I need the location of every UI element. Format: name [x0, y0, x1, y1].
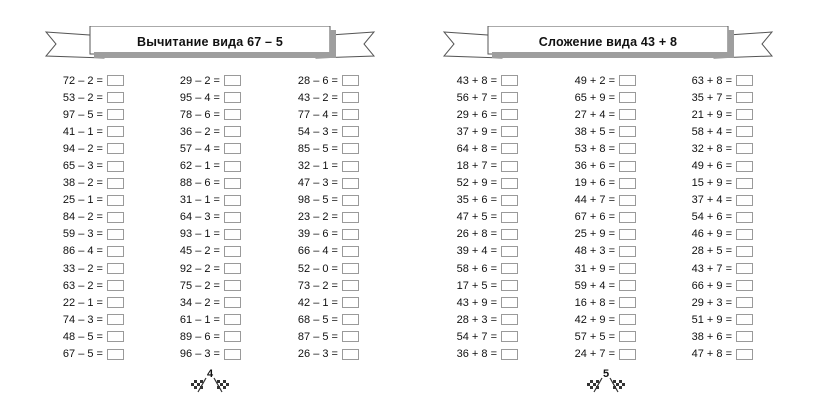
section-title: Вычитание вида 67 – 5: [136, 35, 284, 49]
exercise-expression: 95 – 4 =: [179, 91, 220, 104]
exercise-expression: 68 – 5 =: [297, 313, 338, 326]
exercise-expression: 26 – 3 =: [297, 348, 338, 361]
page-number: 4: [206, 368, 214, 380]
exercise-column-3: [410, 72, 753, 363]
exercise-expression: 29 + 6 =: [456, 108, 497, 121]
answer-box[interactable]: [736, 109, 753, 120]
answer-box[interactable]: [342, 246, 359, 257]
exercise-expression: 89 – 6 =: [179, 330, 220, 343]
answer-box[interactable]: [342, 75, 359, 86]
exercise-expression: 73 – 2 =: [297, 279, 338, 292]
exercise-item: [410, 277, 753, 294]
answer-box[interactable]: [736, 314, 753, 325]
answer-box[interactable]: [342, 297, 359, 308]
exercise-expression: 74 – 3 =: [62, 313, 103, 326]
exercise-expression: 65 – 3 =: [62, 160, 103, 173]
exercise-expression: 52 – 0 =: [297, 262, 338, 275]
title-banner: [44, 26, 376, 62]
exercise-expression: 35 + 7 =: [691, 91, 732, 104]
answer-box[interactable]: [342, 349, 359, 360]
exercise-item: [0, 157, 359, 174]
answer-box[interactable]: [736, 263, 753, 274]
answer-box[interactable]: [736, 349, 753, 360]
answer-box[interactable]: [736, 280, 753, 291]
exercise-expression: 43 + 9 =: [456, 296, 497, 309]
exercise-expression: 51 + 9 =: [691, 313, 732, 326]
exercise-expression: 39 – 6 =: [297, 228, 338, 241]
exercise-expression: 92 – 2 =: [179, 262, 220, 275]
exercise-expression: 27 + 4 =: [574, 108, 615, 121]
exercise-item: [0, 192, 359, 209]
exercise-item: [410, 140, 753, 157]
exercise-expression: 97 – 5 =: [62, 108, 103, 121]
answer-box[interactable]: [342, 143, 359, 154]
exercise-expression: 53 + 8 =: [574, 142, 615, 155]
exercise-item: [0, 260, 359, 277]
exercise-item: [0, 226, 359, 243]
exercise-item: [410, 106, 753, 123]
exercise-item: [0, 346, 359, 363]
answer-box[interactable]: [736, 297, 753, 308]
exercise-expression: 57 – 4 =: [179, 142, 220, 155]
answer-box[interactable]: [736, 161, 753, 172]
exercise-expression: 88 – 6 =: [179, 177, 220, 190]
exercise-expression: 18 + 7 =: [456, 160, 497, 173]
exercise-expression: 65 + 9 =: [574, 91, 615, 104]
exercise-expression: 58 + 6 =: [456, 262, 497, 275]
exercise-expression: 63 – 2 =: [62, 279, 103, 292]
exercise-expression: 44 + 7 =: [574, 194, 615, 207]
exercise-item: [0, 89, 359, 106]
exercise-expression: 94 – 2 =: [62, 142, 103, 155]
exercise-expression: 85 – 5 =: [297, 142, 338, 155]
answer-box[interactable]: [736, 331, 753, 342]
exercise-expression: 49 + 6 =: [691, 160, 732, 173]
answer-box[interactable]: [342, 161, 359, 172]
page-number-badge: [586, 368, 626, 394]
exercise-expression: 78 – 6 =: [179, 108, 220, 121]
exercise-expression: 67 – 5 =: [62, 348, 103, 361]
exercise-expression: 49 + 2 =: [574, 74, 615, 87]
exercise-expression: 64 – 3 =: [179, 211, 220, 224]
exercise-expression: 56 + 7 =: [456, 91, 497, 104]
answer-box[interactable]: [736, 178, 753, 189]
answer-box[interactable]: [736, 195, 753, 206]
exercise-item: [0, 294, 359, 311]
exercise-expression: 47 – 3 =: [297, 177, 338, 190]
page-number: 5: [602, 368, 610, 380]
exercise-expression: 31 + 9 =: [574, 262, 615, 275]
exercise-item: [0, 243, 359, 260]
exercise-expression: 58 + 4 =: [691, 125, 732, 138]
exercise-expression: 24 + 7 =: [574, 348, 615, 361]
exercise-item: [0, 123, 359, 140]
exercise-expression: 66 + 9 =: [691, 279, 732, 292]
exercise-item: [0, 140, 359, 157]
answer-box[interactable]: [342, 178, 359, 189]
exercise-expression: 31 – 1 =: [179, 194, 220, 207]
exercise-expression: 57 + 5 =: [574, 330, 615, 343]
exercise-expression: 66 – 4 =: [297, 245, 338, 258]
answer-box[interactable]: [736, 212, 753, 223]
answer-box[interactable]: [736, 92, 753, 103]
exercise-expression: 39 + 4 =: [456, 245, 497, 258]
exercise-expression: 53 – 2 =: [62, 91, 103, 104]
exercise-item: [0, 175, 359, 192]
exercise-expression: 23 – 2 =: [297, 211, 338, 224]
exercise-item: [410, 192, 753, 209]
exercise-expression: 28 + 5 =: [691, 245, 732, 258]
exercise-expression: 16 + 8 =: [574, 296, 615, 309]
exercise-expression: 35 + 6 =: [456, 194, 497, 207]
answer-box[interactable]: [736, 246, 753, 257]
exercise-expression: 42 + 9 =: [574, 313, 615, 326]
answer-box[interactable]: [342, 263, 359, 274]
exercise-expression: 87 – 5 =: [297, 330, 338, 343]
exercise-expression: 77 – 4 =: [297, 108, 338, 121]
right-page: [410, 0, 820, 419]
exercise-expression: 48 + 3 =: [574, 245, 615, 258]
page-number-badge: [190, 368, 230, 394]
exercise-expression: 93 – 1 =: [179, 228, 220, 241]
exercise-expression: 34 – 2 =: [179, 296, 220, 309]
exercise-item: [0, 106, 359, 123]
exercise-expression: 62 – 1 =: [179, 160, 220, 173]
exercise-expression: 41 – 1 =: [62, 125, 103, 138]
exercise-expression: 52 + 9 =: [456, 177, 497, 190]
exercise-expression: 48 – 5 =: [62, 330, 103, 343]
exercise-expression: 59 + 4 =: [574, 279, 615, 292]
exercise-item: [410, 346, 753, 363]
exercise-expression: 42 – 1 =: [297, 296, 338, 309]
exercise-expression: 45 – 2 =: [179, 245, 220, 258]
exercise-expression: 54 – 3 =: [297, 125, 338, 138]
answer-box[interactable]: [342, 229, 359, 240]
exercise-expression: 28 + 3 =: [456, 313, 497, 326]
exercise-expression: 63 + 8 =: [691, 74, 732, 87]
exercise-expression: 29 + 3 =: [691, 296, 732, 309]
exercise-item: [410, 123, 753, 140]
answer-box[interactable]: [736, 126, 753, 137]
exercise-expression: 36 – 2 =: [179, 125, 220, 138]
exercise-expression: 98 – 5 =: [297, 194, 338, 207]
exercise-expression: 54 + 7 =: [456, 330, 497, 343]
exercise-expression: 46 + 9 =: [691, 228, 732, 241]
exercise-expression: 32 + 8 =: [691, 142, 732, 155]
answer-box[interactable]: [736, 143, 753, 154]
exercise-expression: 21 + 9 =: [691, 108, 732, 121]
exercise-expression: 43 + 7 =: [691, 262, 732, 275]
exercise-expression: 15 + 9 =: [691, 177, 732, 190]
section-title: Сложение вида 43 + 8: [538, 35, 678, 49]
exercise-expression: 61 – 1 =: [179, 313, 220, 326]
exercise-item: [410, 89, 753, 106]
exercise-item: [410, 260, 753, 277]
exercise-item: [0, 209, 359, 226]
exercise-expression: 37 + 4 =: [691, 194, 732, 207]
exercise-item: [410, 175, 753, 192]
exercise-expression: 25 + 9 =: [574, 228, 615, 241]
answer-box[interactable]: [342, 92, 359, 103]
exercise-expression: 22 – 1 =: [62, 296, 103, 309]
exercise-item: [410, 226, 753, 243]
answer-box[interactable]: [736, 229, 753, 240]
exercise-expression: 19 + 6 =: [574, 177, 615, 190]
exercise-item: [0, 328, 359, 345]
exercise-item: [410, 209, 753, 226]
exercise-expression: 37 + 9 =: [456, 125, 497, 138]
answer-box[interactable]: [736, 75, 753, 86]
exercise-expression: 86 – 4 =: [62, 245, 103, 258]
exercise-item: [410, 243, 753, 260]
exercise-expression: 54 + 6 =: [691, 211, 732, 224]
exercise-expression: 43 – 2 =: [297, 91, 338, 104]
exercise-expression: 84 – 2 =: [62, 211, 103, 224]
answer-box[interactable]: [342, 212, 359, 223]
exercise-expression: 75 – 2 =: [179, 279, 220, 292]
exercise-expression: 43 + 8 =: [456, 74, 497, 87]
exercise-item: [410, 72, 753, 89]
exercise-expression: 36 + 8 =: [456, 348, 497, 361]
exercise-expression: 67 + 6 =: [574, 211, 615, 224]
exercise-expression: 64 + 8 =: [456, 142, 497, 155]
exercise-expression: 17 + 5 =: [456, 279, 497, 292]
exercise-item: [410, 328, 753, 345]
answer-box[interactable]: [342, 126, 359, 137]
exercise-expression: 47 + 8 =: [691, 348, 732, 361]
exercise-item: [0, 72, 359, 89]
exercise-expression: 38 + 6 =: [691, 330, 732, 343]
exercise-expression: 47 + 5 =: [456, 211, 497, 224]
exercise-item: [410, 311, 753, 328]
exercise-expression: 72 – 2 =: [62, 74, 103, 87]
answer-box[interactable]: [342, 314, 359, 325]
exercise-item: [0, 277, 359, 294]
exercise-item: [410, 157, 753, 174]
exercise-expression: 96 – 3 =: [179, 348, 220, 361]
answer-box[interactable]: [342, 109, 359, 120]
exercise-expression: 36 + 6 =: [574, 160, 615, 173]
exercise-expression: 32 – 1 =: [297, 160, 338, 173]
exercise-expression: 29 – 2 =: [179, 74, 220, 87]
exercise-expression: 28 – 6 =: [297, 74, 338, 87]
answer-box[interactable]: [342, 195, 359, 206]
exercise-expression: 26 + 8 =: [456, 228, 497, 241]
exercise-item: [410, 294, 753, 311]
exercise-expression: 33 – 2 =: [62, 262, 103, 275]
exercise-expression: 59 – 3 =: [62, 228, 103, 241]
exercise-expression: 38 – 2 =: [62, 177, 103, 190]
exercise-expression: 38 + 5 =: [574, 125, 615, 138]
answer-box[interactable]: [342, 331, 359, 342]
title-banner: [442, 26, 774, 62]
exercise-item: [0, 311, 359, 328]
exercise-column-3: [0, 72, 359, 363]
answer-box[interactable]: [342, 280, 359, 291]
exercise-expression: 25 – 1 =: [62, 194, 103, 207]
